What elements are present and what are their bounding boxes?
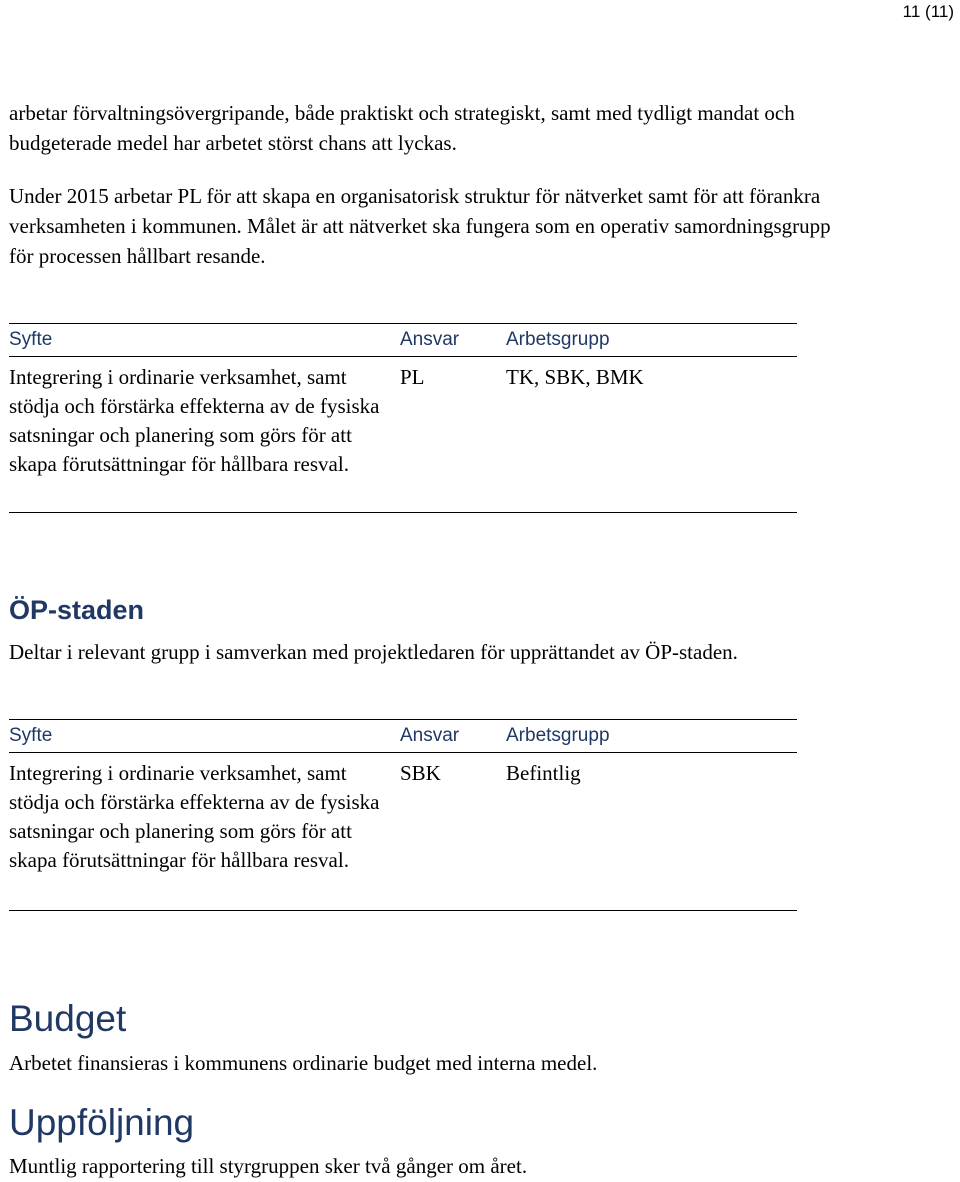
budget-text: Arbetet finansieras i kommunens ordinarie budget med interna medel. [9,1051,598,1075]
intro-paragraph-1: arbetar förvaltningsövergripande, både praktiskt och strategiskt, samt med tydligt mandat och budgeterade medel har arbetet störst chans att lyckas. [9,101,795,155]
cell-ansvar: PL [400,365,425,389]
responsibility-table-2 [9,719,797,911]
cell-arbetsgrupp: Befintlig [506,761,581,785]
budget-heading: Budget [9,998,127,1039]
op-staden-text: Deltar i relevant grupp i samverkan med projektledaren för upprättandet av ÖP-staden. [9,640,738,664]
cell-syfte: Integrering i ordinarie verksamhet, samt stödja och förstärka effekterna av de fysiska satsningar och planering som görs för att skapa förutsättningar för hållbara resval. [9,365,380,476]
header-syfte: Syfte [9,725,53,746]
cell-syfte: Integrering i ordinarie verksamhet, samt stödja och förstärka effekterna av de fysiska satsningar och planering som görs för att skapa förutsättningar för hållbara resval. [9,761,380,872]
responsibility-table-1 [9,323,797,513]
header-ansvar: Ansvar [400,329,460,350]
cell-arbetsgrupp: TK, SBK, BMK [506,365,644,389]
header-arbetsgrupp: Arbetsgrupp [506,725,610,746]
followup-heading: Uppföljning [9,1102,195,1143]
followup-text: Muntlig rapportering till styrgruppen sker två gånger om året. [9,1154,528,1178]
table-header-row [9,720,797,753]
intro-paragraph-2: Under 2015 arbetar PL för att skapa en organisatorisk struktur för nätverket samt för att förankra verksamheten i kommunen. Målet är att nätverket ska fungera som en operativ samordningsgrupp för processen hållbart resande. [9,184,831,268]
table-header-row [9,324,797,357]
header-arbetsgrupp: Arbetsgrupp [506,329,610,350]
header-ansvar: Ansvar [400,725,460,746]
header-syfte: Syfte [9,329,53,350]
op-staden-heading: ÖP-staden [9,595,145,625]
page-number: 11 (11) [902,2,954,21]
cell-ansvar: SBK [400,761,441,785]
